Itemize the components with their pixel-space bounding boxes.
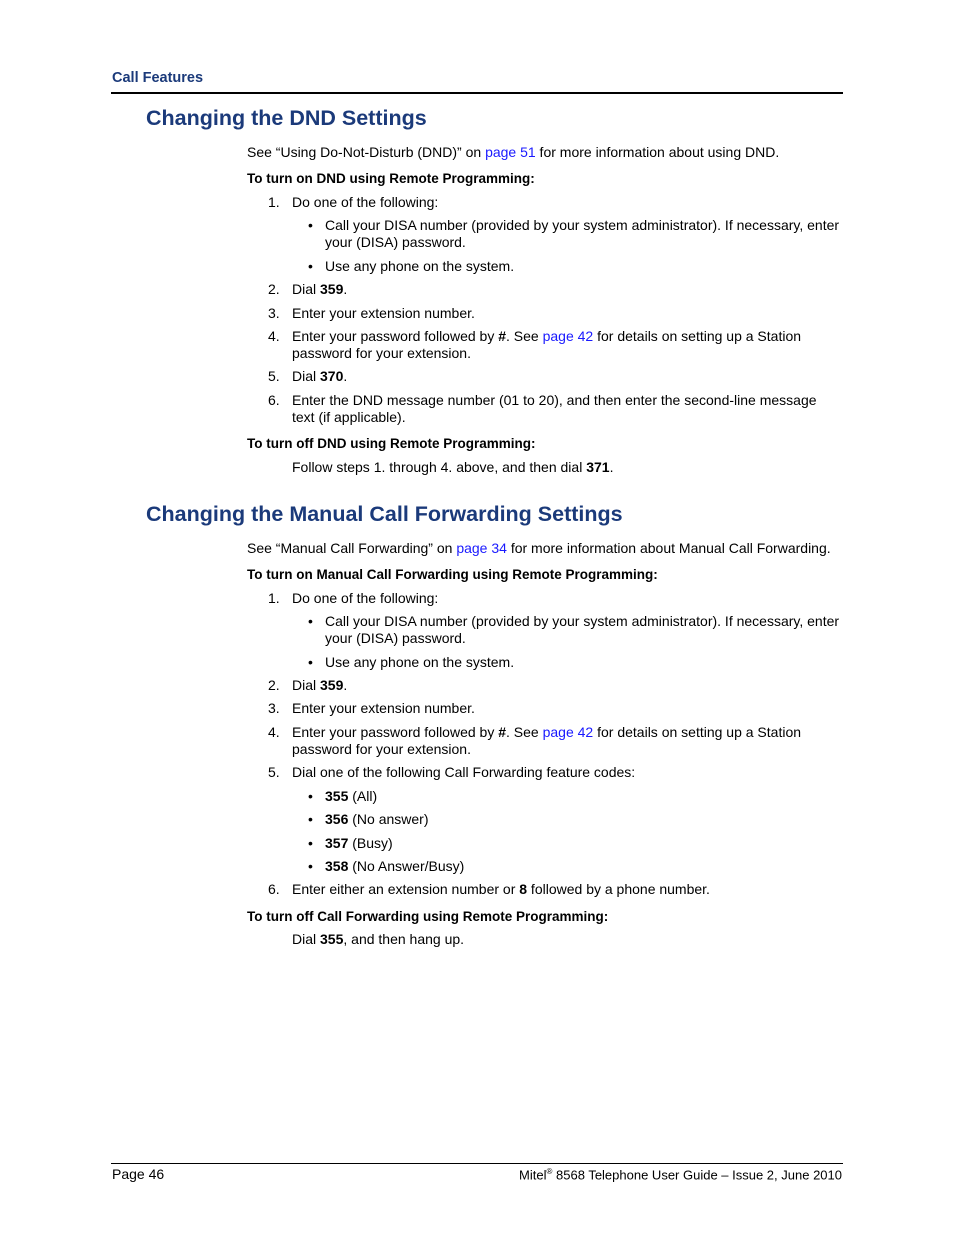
page-42-link[interactable]: page 42 <box>542 328 594 344</box>
cfwd-off-text: Dial 355, and then hang up. <box>292 931 465 947</box>
dnd-intro: See “Using Do-Not-Disturb (DND)” on page 51 for more information about using DND. <box>247 144 780 160</box>
dnd-off-text: Follow steps 1. through 4. above, and then dial 371. <box>292 459 614 475</box>
dnd-heading: Changing the DND Settings <box>146 106 427 130</box>
page-34-link[interactable]: page 34 <box>456 540 507 556</box>
page-51-link[interactable]: page 51 <box>485 144 536 160</box>
header-rule <box>111 92 843 94</box>
cfwd-on-title: To turn on Manual Call Forwarding using Remote Programming: <box>247 567 658 582</box>
dnd-on-title: To turn on DND using Remote Programming: <box>247 171 535 186</box>
dnd-off-title: To turn off DND using Remote Programming: <box>247 436 536 451</box>
running-header: Call Features <box>112 70 204 86</box>
cfwd-heading: Changing the Manual Call Forwarding Settings <box>146 502 623 526</box>
document-title: Mitel® 8568 Telephone User Guide – Issue 2, June 2010 <box>519 1167 842 1183</box>
page-42-link[interactable]: page 42 <box>542 724 594 740</box>
cfwd-off-title: To turn off Call Forwarding using Remote Programming: <box>247 909 609 924</box>
page-number: Page 46 <box>112 1166 165 1182</box>
footer-rule <box>111 1163 843 1164</box>
cfwd-intro: See “Manual Call Forwarding” on page 34 for more information about Manual Call Forwarding. <box>247 540 831 556</box>
